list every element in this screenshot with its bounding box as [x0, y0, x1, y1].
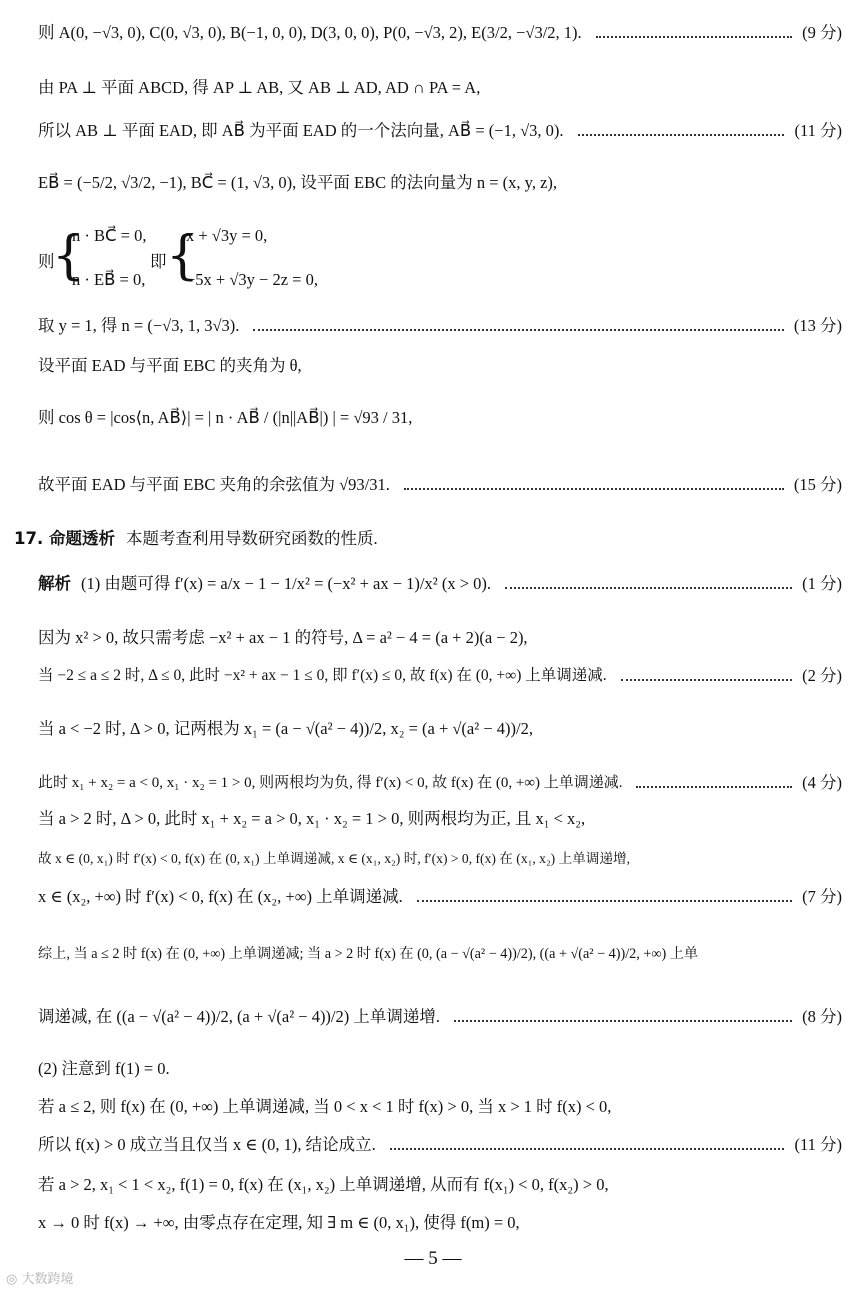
- solution-line: [38, 1058, 842, 1080]
- line-text: (2) 注意到 f(1) = 0.: [38, 1059, 170, 1078]
- problem-17-heading: [14, 525, 115, 549]
- line-text: 所以 AB ⊥ 平面 EAD, 即 AB⃗ 为平面 EAD 的一个法向量, AB⃗ = (−1, √3, 0).: [38, 121, 564, 140]
- dot-leader: [596, 36, 792, 38]
- line-text: EB⃗ = (−5/2, √3/2, −1), BC⃗ = (1, √3, 0), 设平面 EBC 的法向量为 n = (x, y, z),: [38, 173, 558, 192]
- line-text: 取 y = 1, 得 n = (−√3, 1, 3√3).: [38, 316, 240, 335]
- solution-line: [38, 573, 842, 595]
- solution-line: [38, 407, 842, 429]
- solution-line: [38, 474, 842, 496]
- system-row-1: n · BC⃗ = 0,: [72, 226, 147, 245]
- score-label: (11 分): [794, 1135, 842, 1154]
- line-text: 所以 f(x) > 0 成立当且仅当 x ∈ (0, 1), 结论成立.: [38, 1135, 376, 1154]
- solution-line: [38, 77, 842, 99]
- solution-line: [38, 1174, 842, 1196]
- line-text: 此时 x₁ + x₂ = a < 0, x₁ · x₂ = 1 > 0, 则两根均为负, 得 f′(x) < 0, 故 f(x) 在 (0, +∞) 上单调递减.: [38, 775, 623, 791]
- line-text: 故 x ∈ (0, x₁) 时 f′(x) < 0, f(x) 在 (0, x₁) 上单调递减, x ∈ (x₁, x₂) 时, f′(x) > 0, f(x) 在 (x₁, x₂) 上单调递增,: [38, 851, 630, 866]
- line-text: 当 a > 2 时, Δ > 0, 此时 x₁ + x₂ = a > 0, x₁ · x₂ = 1 > 0, 则两根均为正, 且 x₁ < x₂,: [38, 809, 586, 828]
- watermark-text: 大数跨境: [21, 1272, 74, 1287]
- score-label: (15 分): [793, 475, 842, 494]
- score-label: (13 分): [793, 316, 842, 335]
- solution-line: [38, 886, 842, 908]
- system-row-4: −5x + √3y − 2z = 0,: [186, 270, 318, 289]
- system-row-3: x + √3y = 0,: [186, 226, 268, 245]
- solution-line: [38, 172, 842, 194]
- solution-line: [38, 315, 842, 337]
- dot-leader: [621, 679, 793, 681]
- score-label: (11 分): [794, 121, 842, 140]
- solution-line: [38, 943, 842, 965]
- solution-line: [38, 120, 842, 142]
- left-brace: {: [52, 226, 86, 286]
- line-text: 则 cos θ = |cos⟨n, AB⃗⟩| = | n · AB⃗ / (|n||AB⃗|) | = √93 / 31,: [38, 408, 413, 427]
- page-number: — 5 —: [404, 1248, 462, 1269]
- solution-line: [38, 848, 842, 870]
- problem-intro: 本题考查利用导数研究函数的性质.: [126, 529, 378, 548]
- watermark-logo-icon: ◎: [6, 1272, 18, 1287]
- line-text: (1) 由题可得 f′(x) = a/x − 1 − 1/x² = (−x² + ax − 1)/x² (x > 0).: [81, 574, 491, 593]
- line-text: 若 a > 2, x₁ < 1 < x₂, f(1) = 0, f(x) 在 (x₁, x₂) 上单调递增, 从而有 f(x₁) < 0, f(x₂) > 0,: [38, 1175, 609, 1194]
- solution-line: [38, 718, 842, 740]
- dot-leader: [417, 900, 792, 902]
- solution-line: [38, 808, 842, 830]
- solution-line: [38, 22, 842, 44]
- score-label: (2 分): [802, 666, 842, 685]
- line-text: 则 A(0, −√3, 0), C(0, √3, 0), B(−1, 0, 0), D(3, 0, 0), P(0, −√3, 2), E(3/2, −√3/2, 1).: [38, 23, 582, 42]
- solution-line: [38, 1134, 842, 1156]
- score-label: (9 分): [802, 23, 842, 42]
- line-text: 若 a ≤ 2, 则 f(x) 在 (0, +∞) 上单调递减, 当 0 < x < 1 时 f(x) > 0, 当 x > 1 时 f(x) < 0,: [38, 1097, 612, 1116]
- line-text: x → 0 时 f(x) → +∞, 由零点存在定理, 知 ∃ m ∈ (0, x₁), 使得 f(m) = 0,: [38, 1213, 520, 1232]
- solution-line: [38, 355, 842, 377]
- dot-leader: [253, 329, 783, 331]
- line-text: 综上, 当 a ≤ 2 时 f(x) 在 (0, +∞) 上单调递减; 当 a > 2 时 f(x) 在 (0, (a − √(a² − 4))/2), ((a + √(a² − 4))/2, +∞) 上单: [38, 946, 699, 962]
- solution-line: [38, 665, 842, 687]
- solution-line: [38, 627, 842, 649]
- line-text: 调递减, 在 ((a − √(a² − 4))/2, (a + √(a² − 4))/2) 上单调递增.: [38, 1007, 441, 1026]
- solution-line: [38, 772, 842, 794]
- system-mid: 即: [150, 252, 167, 271]
- line-text: 当 −2 ≤ a ≤ 2 时, Δ ≤ 0, 此时 −x² + ax − 1 ≤ 0, 即 f′(x) ≤ 0, 故 f(x) 在 (0, +∞) 上单调递减.: [38, 667, 607, 684]
- line-text: 故平面 EAD 与平面 EBC 夹角的余弦值为 √93/31.: [38, 475, 390, 494]
- line-text: 因为 x² > 0, 故只需考虑 −x² + ax − 1 的符号, Δ = a² − 4 = (a + 2)(a − 2),: [38, 628, 528, 647]
- score-label: (4 分): [802, 773, 842, 792]
- solution-line: [38, 1006, 842, 1028]
- solution-line: [38, 1096, 842, 1118]
- line-text: x ∈ (x₂, +∞) 时 f′(x) < 0, f(x) 在 (x₂, +∞) 上单调递减.: [38, 887, 403, 906]
- analysis-label: 解析: [38, 574, 71, 593]
- dot-leader: [454, 1020, 792, 1022]
- solution-line: [38, 1212, 842, 1234]
- left-brace: {: [166, 226, 200, 286]
- system-lead: 则: [38, 252, 55, 271]
- problem-number: 17.: [14, 529, 44, 548]
- line-text: 当 a < −2 时, Δ > 0, 记两根为 x₁ = (a − √(a² − 4))/2, x₂ = (a + √(a² − 4))/2,: [38, 719, 533, 738]
- score-label: (1 分): [802, 574, 842, 593]
- watermark: [6, 1268, 74, 1287]
- system-row-2: n · EB⃗ = 0,: [72, 270, 146, 289]
- dot-leader: [404, 488, 784, 490]
- dot-leader: [636, 786, 792, 788]
- dot-leader: [578, 134, 785, 136]
- dot-leader: [390, 1148, 785, 1150]
- line-text: 由 PA ⊥ 平面 ABCD, 得 AP ⊥ AB, 又 AB ⊥ AD, AD ∩ PA = A,: [38, 78, 481, 97]
- score-label: (8 分): [802, 1007, 842, 1026]
- problem-head-label: 命题透析: [48, 529, 115, 548]
- line-text: 设平面 EAD 与平面 EBC 的夹角为 θ,: [38, 356, 302, 375]
- equation-system: [38, 222, 438, 302]
- dot-leader: [505, 587, 792, 589]
- score-label: (7 分): [802, 887, 842, 906]
